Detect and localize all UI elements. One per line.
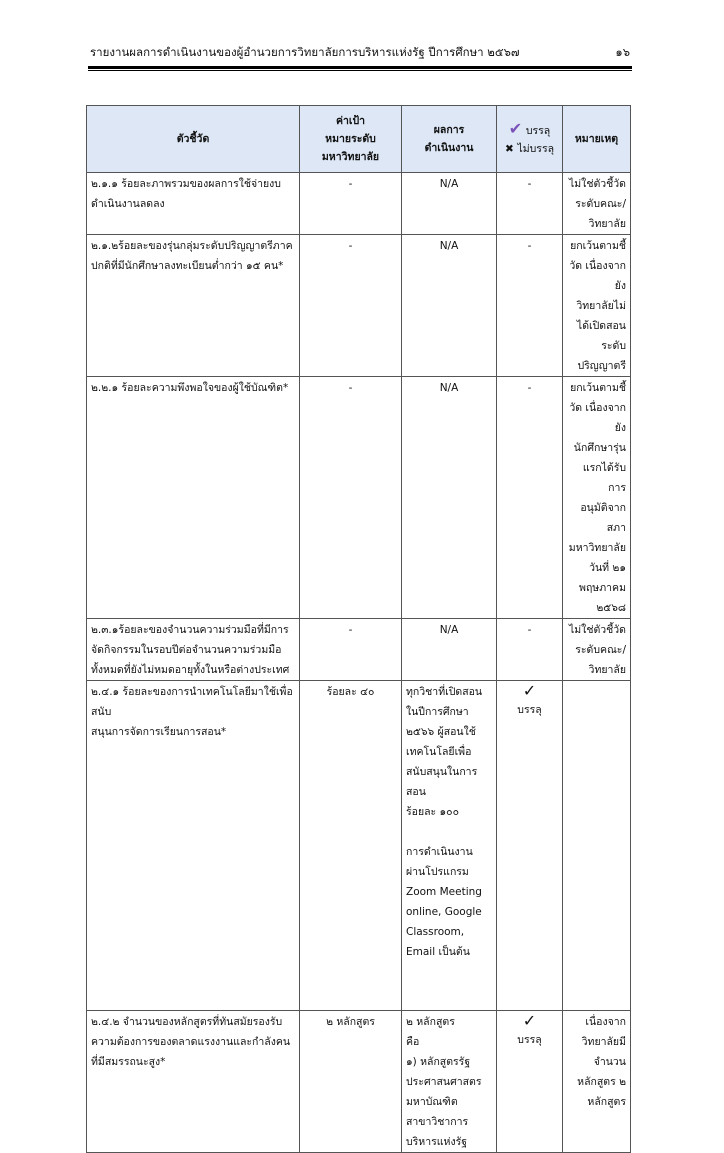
- indicator-cell: ๒.๔.๒ จำนวนของหลักสูตรที่ทันสมัยรองรับความต้องการของตลาดแรงงานและกำลังคนที่มีสมรรถนะสูง*: [87, 1011, 300, 1153]
- result-cell: N/A: [402, 377, 497, 619]
- target-cell: ร้อยละ ๔๐: [300, 681, 402, 1011]
- table-row: [87, 235, 631, 377]
- table-header-row: [87, 106, 631, 173]
- indicator-cell: ๒.๓.๑ร้อยละของจำนวนความร่วมมือที่มีการจัดกิจกรรมในรอบปีต่อจำนวนความร่วมมือทั้งหมดที่ยังไม่หมดอายุทั้งในหรือต่างประเทศ: [87, 619, 300, 681]
- remark-cell: ยกเว้นตามชี้วัด เนื่องจากยัง วิทยาลัยไม่ได้เปิดสอน ระดับปริญญาตรี: [563, 235, 631, 377]
- table-row: [87, 173, 631, 235]
- header-not-achieved-label: ไม่บรรลุ: [517, 143, 555, 155]
- target-cell: ๒ หลักสูตร: [300, 1011, 402, 1153]
- target-cell: -: [300, 235, 402, 377]
- page-number: ๑๖: [615, 45, 630, 59]
- header-achieved-label: บรรลุ: [525, 125, 551, 137]
- indicator-table: [86, 105, 631, 1153]
- status-cell: [497, 1011, 563, 1153]
- header-rule-thick: [88, 66, 632, 69]
- check-icon: ✓: [522, 1011, 537, 1030]
- report-title: รายงานผลการดำเนินงานของผู้อำนวยการวิทยาลัยการบริหารแห่งรัฐ ปีการศึกษา ๒๕๖๗: [90, 45, 520, 59]
- page-header: [90, 40, 638, 64]
- table-row: [87, 619, 631, 681]
- indicator-cell: ๒.๒.๑ ร้อยละความพึงพอใจของผู้ใช้บัณฑิต*: [87, 377, 300, 619]
- header-status: [497, 106, 563, 173]
- indicator-cell: ๒.๑.๑ ร้อยละภาพรวมของผลการใช้จ่ายงบดำเนินงานลดลง: [87, 173, 300, 235]
- status-cell: -: [497, 173, 563, 235]
- remark-cell: ยกเว้นตามชี้วัด เนื่องจากยัง นักศึกษารุ่นแรกได้รับการ อนุมัติจากสภามหาวิทยาลัย วันที่ ๒๑ พฤษภาคม ๒๕๖๘: [563, 377, 631, 619]
- status-label: บรรลุ: [517, 1034, 542, 1046]
- indicator-cell: ๒.๔.๑ ร้อยละของการนำเทคโนโลยีมาใช้เพื่อสนับ สนุนการจัดการเรียนการสอน*: [87, 681, 300, 1011]
- header-indicator: ตัวชี้วัด: [87, 106, 300, 173]
- header-remark: หมายเหตุ: [563, 106, 631, 173]
- status-cell: -: [497, 235, 563, 377]
- status-cell: [497, 681, 563, 1011]
- indicator-cell: ๒.๑.๒ร้อยละของรุ่นกลุ่มระดับปริญญาตรีภาคปกติที่มีนักศึกษาลงทะเบียนต่ำกว่า ๑๕ คน*: [87, 235, 300, 377]
- check-icon: ✔: [508, 119, 523, 138]
- table-row: [87, 377, 631, 619]
- table-row: [87, 681, 631, 1011]
- remark-cell: ไม่ใช่ตัวชี้วัดระดับคณะ/ วิทยาลัย: [563, 173, 631, 235]
- status-label: บรรลุ: [517, 704, 542, 716]
- header-target: ค่าเป้า หมายระดับ มหาวิทยาลัย: [300, 106, 402, 173]
- result-cell: ทุกวิชาที่เปิดสอน ในปีการศึกษา ๒๕๖๖ ผู้สอนใช้ เทคโนโลยีเพื่อ สนับสนุนในการ สอน ร้อยละ ๑๐๐ การดำเนินงาน ผ่านโปรแกรม Zoom Meeting online, Google Classroom, Email เป็นต้น: [402, 681, 497, 1011]
- result-cell: ๒ หลักสูตร คือ ๑) หลักสูตรรัฐ ประศาสนศาสตร มหาบัณฑิต สาขาวิชาการ บริหารแห่งรัฐ: [402, 1011, 497, 1153]
- status-cell: -: [497, 619, 563, 681]
- remark-cell: เนื่องจากวิทยาลัยมีจำนวน หลักสูตร ๒ หลักสูตร: [563, 1011, 631, 1153]
- result-cell: N/A: [402, 173, 497, 235]
- table-row: [87, 1011, 631, 1153]
- remark-cell: ไม่ใช่ตัวชี้วัดระดับคณะ/ วิทยาลัย: [563, 619, 631, 681]
- result-cell: N/A: [402, 619, 497, 681]
- remark-cell: [563, 681, 631, 1011]
- result-cell: N/A: [402, 235, 497, 377]
- header-rule-thin: [88, 70, 632, 71]
- target-cell: -: [300, 173, 402, 235]
- target-cell: -: [300, 619, 402, 681]
- status-cell: -: [497, 377, 563, 619]
- cross-icon: ✖: [504, 143, 514, 155]
- header-result: ผลการ ดำเนินงาน: [402, 106, 497, 173]
- target-cell: -: [300, 377, 402, 619]
- check-icon: ✓: [522, 681, 537, 700]
